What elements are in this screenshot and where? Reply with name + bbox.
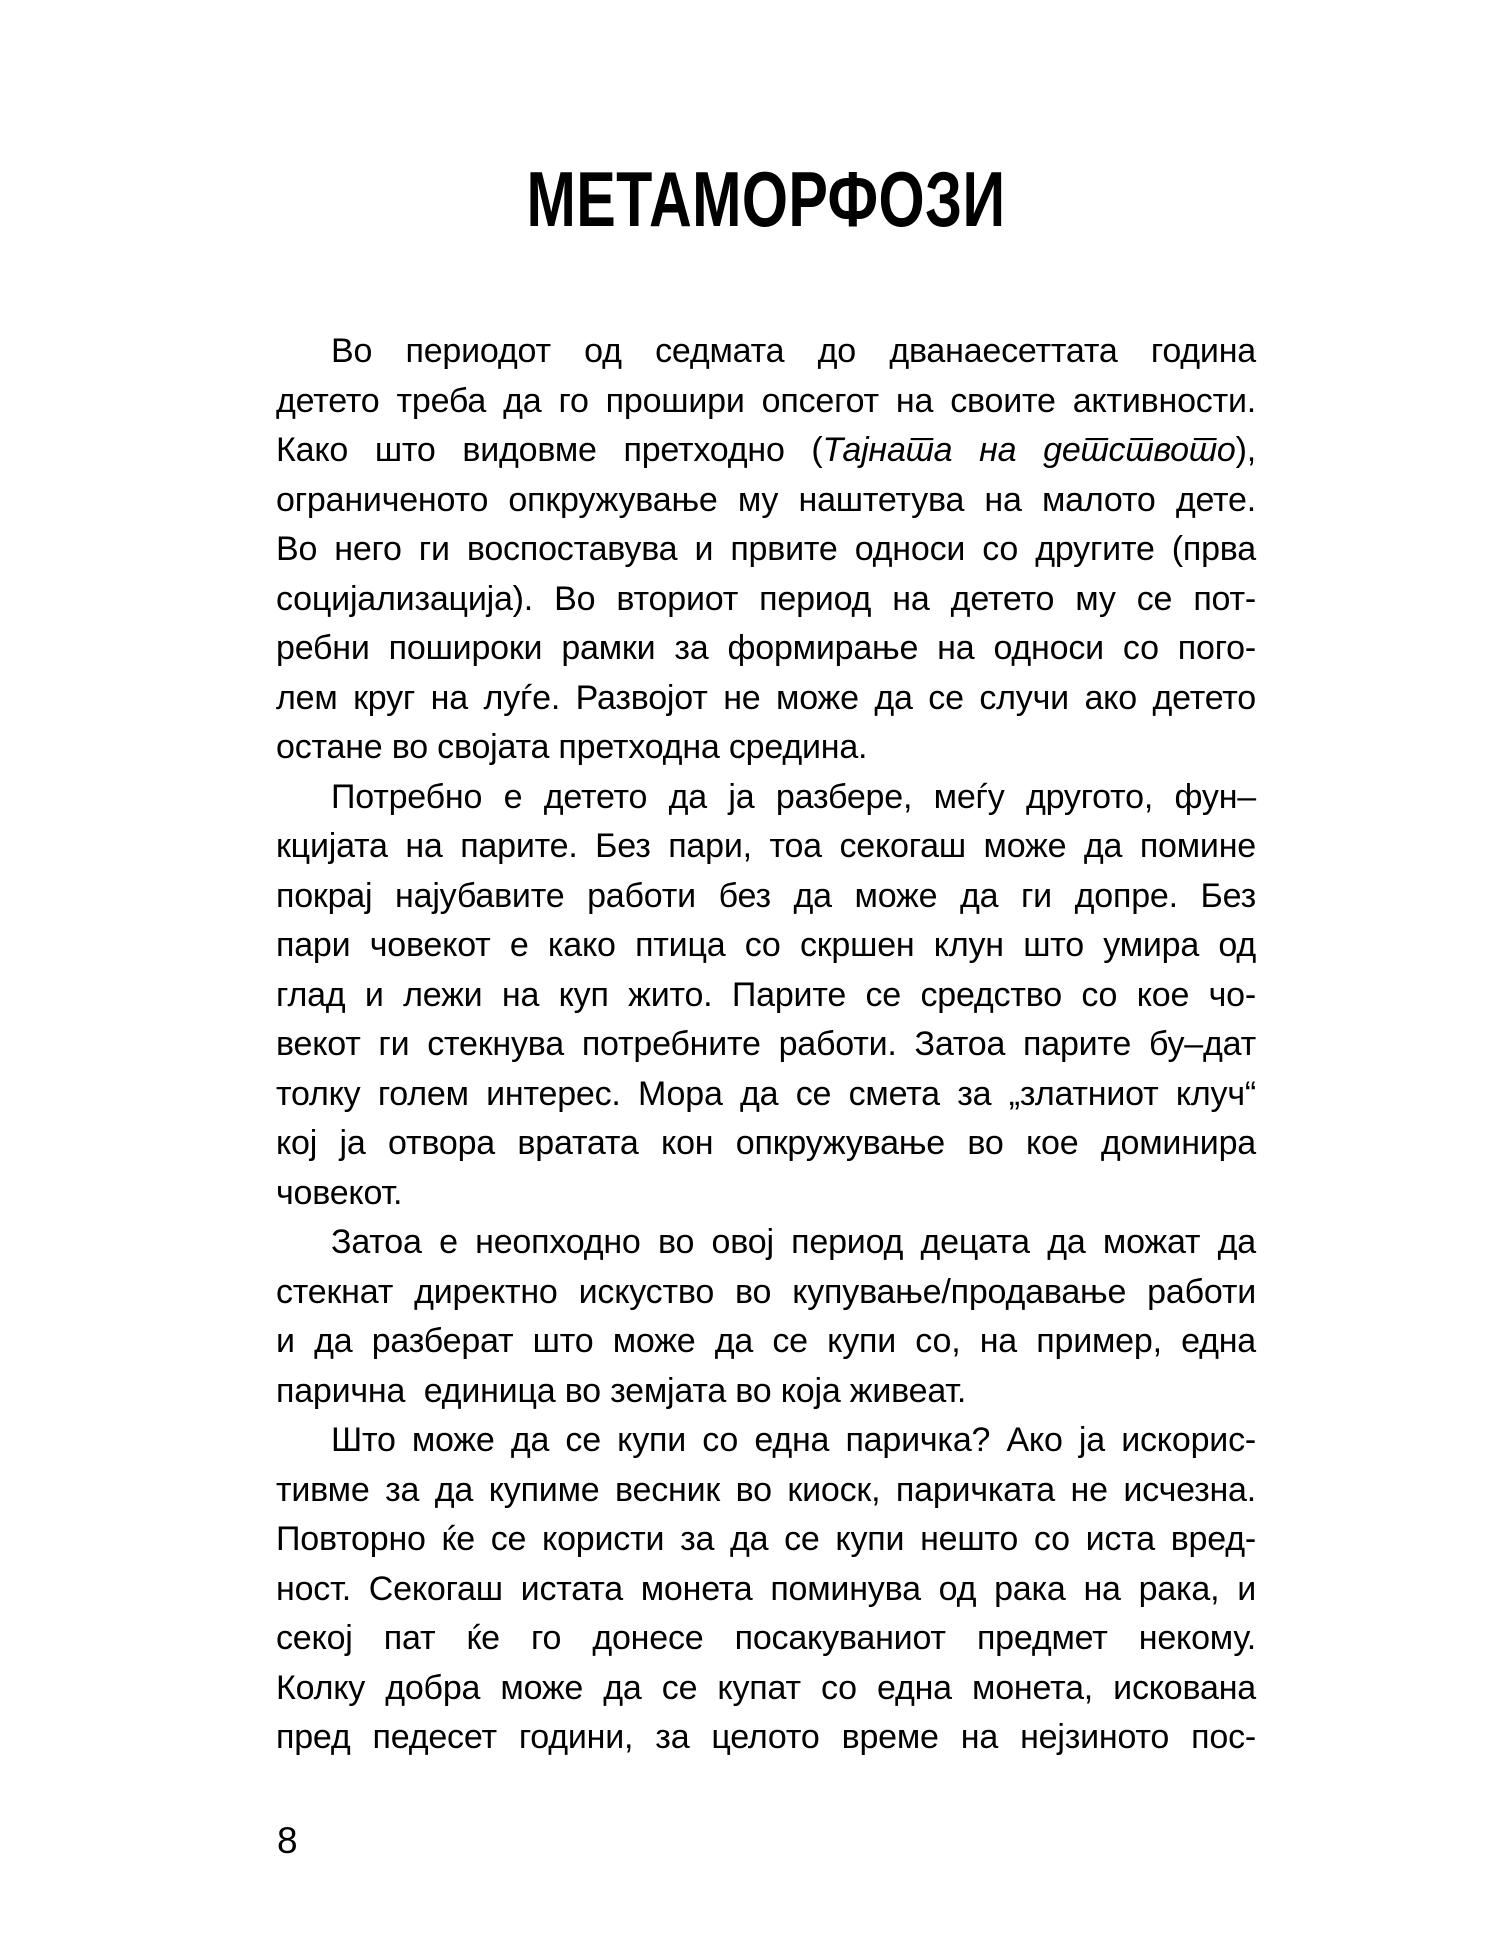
text-segment: човекот. [276,1173,403,1212]
text-line [276,476,1256,526]
paragraph [276,773,1256,1219]
text-line [276,1416,1256,1466]
body-text [276,327,1256,1763]
text-segment: толку голем интерес. Мора да се смета за „златниот клуч“ [276,1074,1256,1113]
italic-book-title: Тајната на детството [822,431,1236,469]
text-line [276,525,1256,575]
paragraph [276,1218,1256,1416]
text-segment: векот ги стекнува потребните работи. Затоа парите бу–дат [276,1025,1256,1063]
text-segment: секој пат ќе го донесе посакуваниот предмет некому. [276,1619,1256,1657]
text-segment: пред педесет години, за целото време на нејзиното пос- [276,1718,1256,1756]
text-line [276,921,1256,971]
text-line [276,1020,1256,1070]
text-segment: ограниченото опкружување му наштетува на малото дете. [276,480,1256,519]
text-segment: ност. Секогаш истата монета поминува од рака на рака, и [276,1569,1256,1608]
text-segment: Потребно е детето да ја разбере, меѓу другото, фун– [331,777,1256,816]
text-segment: Повторно ќе се користи за да се купи нешто со иста вред- [276,1520,1256,1558]
text-line [276,872,1256,922]
text-segment: тивме за да купиме весник во киоск, паричката не исчезна. [276,1470,1256,1509]
text-line [276,1565,1256,1615]
text-segment: Во него ги воспоставува и првите односи со другите (прва [276,530,1256,568]
text-line [276,1119,1256,1169]
text-line [276,1713,1256,1763]
text-segment: Како што видовме претходно ( [276,431,823,469]
text-line [276,1169,1256,1219]
text-segment: покрај најубавите работи без да може да ги допре. Без [276,876,1256,915]
text-line [276,624,1256,674]
text-line [276,426,1256,476]
page-title: МЕТАМОРФОЗИ [526,155,1006,243]
text-segment: пари човекот е како птица со скршен клун што умира од [276,926,1256,964]
text-line [276,1515,1256,1565]
text-line [276,1218,1256,1268]
text-segment: ), [1235,431,1256,469]
text-line [276,674,1256,724]
text-line [276,971,1256,1021]
text-line [276,1317,1256,1367]
text-segment: кцијата на парите. Без пари, тоа секогаш може да помине [276,827,1256,865]
text-segment: Затоа е неопходно во овој период децата да можат да [331,1223,1256,1261]
text-segment: глад и лежи на куп жито. Парите се средство со кое чо- [276,975,1256,1014]
text-segment: Колку добра може да се купат со една монета, искована [276,1668,1256,1707]
text-line [276,723,1256,773]
text-segment: ребни пошироки рамки за формирање на односи со пого- [276,629,1256,667]
text-segment: детето треба да го прошири опсегот на своите активности. [276,381,1256,420]
text-segment: кој ја отвора вратата кон опкружување во кое доминира [276,1124,1256,1162]
text-segment: и да разберат што може да се купи со, на пример, една [276,1322,1256,1360]
text-line [276,822,1256,872]
text-line [276,1614,1256,1664]
text-line [276,575,1256,625]
text-line [276,1466,1256,1516]
text-segment: Во периодот од седмата до дванаесеттата година [331,332,1256,370]
text-segment: социјализација). Во вториот период на детето му се пот- [276,579,1256,618]
page-number: 8 [277,1820,298,1861]
text-line [276,1367,1256,1417]
text-segment: Што може да се купи со една паричка? Ако ја искорис- [331,1421,1256,1459]
text-segment: лем круг на луѓе. Развојот не може да се случи ако детето [276,678,1256,717]
text-line [276,1070,1256,1120]
text-line [276,377,1256,427]
paragraph [276,327,1256,773]
text-line [276,327,1256,377]
text-segment: остане во својата претходна средина. [276,728,868,766]
text-line [276,773,1256,823]
text-line [276,1664,1256,1714]
text-line [276,1268,1256,1318]
text-segment: стекнат директно искуство во купување/продавање работи [276,1272,1256,1311]
text-segment: парична единица во земјата во која живеат. [276,1371,967,1410]
paragraph [276,1416,1256,1763]
